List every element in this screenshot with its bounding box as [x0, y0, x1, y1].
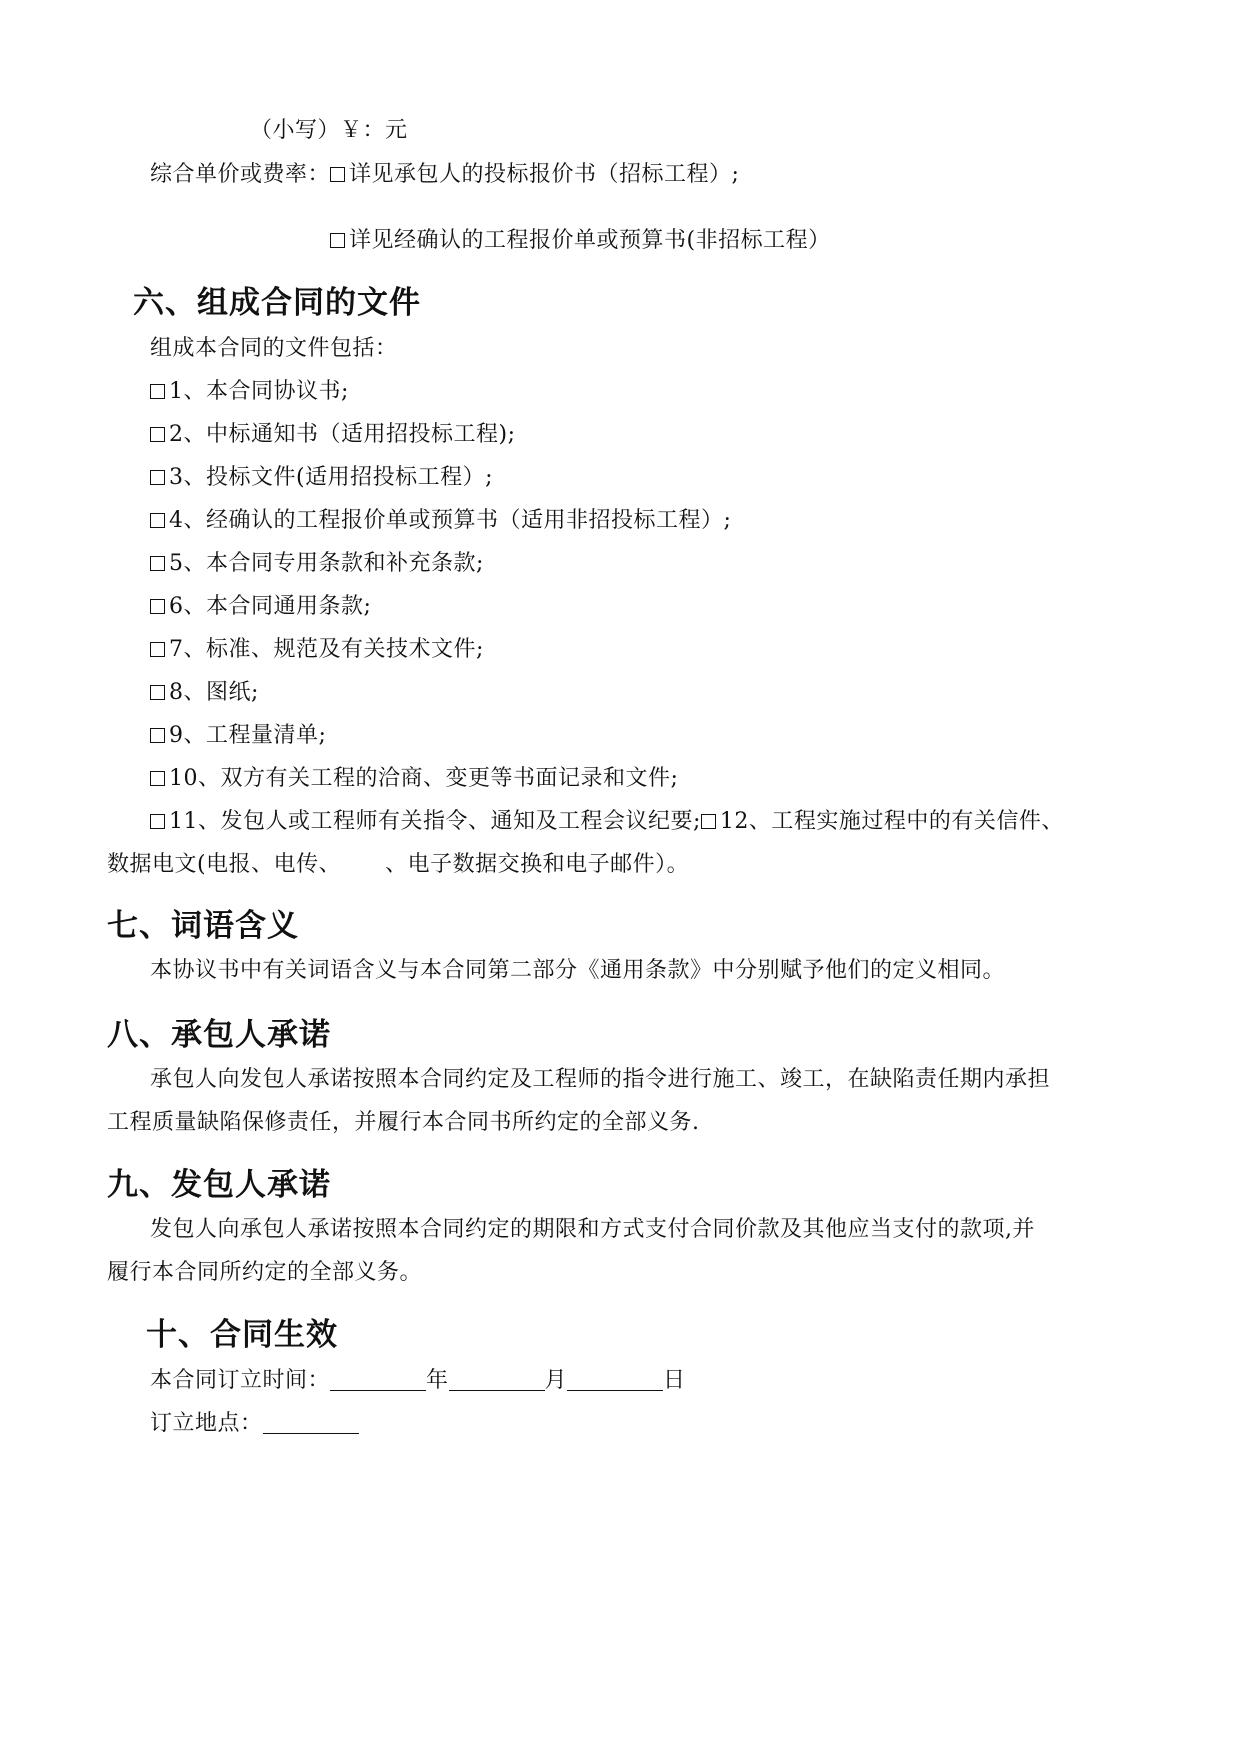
section6-title: 六、组成合同的文件: [133, 285, 421, 321]
section6-intro: 组成本合同的文件包括：: [150, 336, 398, 361]
document-item-12-continued: 数据电文(电报、电传、 、电子数据交换和电子邮件）。: [107, 852, 690, 877]
month-blank[interactable]: [449, 1368, 545, 1391]
section7-text: 本协议书中有关词语含义与本合同第二部分《通用条款》中分别赋予他们的定义相同。: [150, 958, 1006, 983]
checkbox-item-11[interactable]: [150, 814, 165, 829]
checkbox-item-10[interactable]: [150, 771, 165, 786]
document-item-11-12: 11、发包人或工程师有关指令、通知及工程会议纪要; 12、工程实施过程中的有关信件、: [150, 807, 1064, 837]
section8-title: 八、承包人承诺: [107, 1017, 331, 1053]
document-item: 6、本合同通用条款;: [150, 592, 371, 622]
checkbox-nontender[interactable]: [330, 233, 345, 248]
checkbox-item-5[interactable]: [150, 556, 165, 571]
place-blank[interactable]: [263, 1411, 359, 1434]
checkbox-item-12[interactable]: [701, 814, 716, 829]
unit-price-label: 综合单价或费率：: [150, 162, 331, 187]
signing-place-line: [150, 1409, 359, 1439]
section8-line2: 工程质量缺陷保修责任，并履行本合同书所约定的全部义务.: [107, 1110, 700, 1135]
checkbox-item-7[interactable]: [150, 642, 165, 657]
signing-place-label: 订立地点：: [150, 1411, 263, 1436]
checkbox-item-8[interactable]: [150, 685, 165, 700]
unit-price-option-tender: 详见承包人的投标报价书（招标工程）;: [349, 162, 740, 187]
document-item: 9、工程量清单;: [150, 721, 326, 751]
document-item: 7、标准、规范及有关技术文件;: [150, 635, 484, 665]
document-item: 2、中标通知书（适用招投标工程);: [150, 420, 516, 450]
document-item: 5、本合同专用条款和补充条款;: [150, 549, 484, 579]
document-item: 8、图纸;: [150, 678, 259, 708]
signing-date-line: 本合同订立时间： 年 月 日: [150, 1368, 686, 1393]
year-blank[interactable]: [330, 1368, 426, 1391]
section10-title: 十、合同生效: [146, 1317, 338, 1353]
section8-line1: 承包人向发包人承诺按照本合同约定及工程师的指令进行施工、竣工，在缺陷责任期内承担: [150, 1067, 1051, 1092]
unit-price-nontender-line: [330, 226, 831, 256]
checkbox-item-4[interactable]: [150, 513, 165, 528]
price-lowercase: （小写）￥：元: [250, 118, 408, 143]
section9-line2: 履行本合同所约定的全部义务。: [107, 1260, 423, 1285]
checkbox-item-3[interactable]: [150, 470, 165, 485]
document-item: 4、经确认的工程报价单或预算书（适用非招投标工程）;: [150, 506, 731, 536]
section9-title: 九、发包人承诺: [107, 1167, 331, 1203]
section9-line1: 发包人向承包人承诺按照本合同约定的期限和方式支付合同价款及其他应当支付的款项,并: [150, 1217, 1035, 1242]
checkbox-item-9[interactable]: [150, 728, 165, 743]
unit-price-line: [150, 160, 739, 190]
document-item: 10、双方有关工程的洽商、变更等书面记录和文件;: [150, 764, 678, 794]
checkbox-item-1[interactable]: [150, 384, 165, 399]
document-item: 3、投标文件(适用招投标工程）;: [150, 463, 493, 493]
signing-date-label: 本合同订立时间：: [150, 1368, 331, 1393]
unit-price-option-nontender: 详见经确认的工程报价单或预算书(非招标工程）: [349, 228, 831, 253]
checkbox-item-6[interactable]: [150, 599, 165, 614]
day-blank[interactable]: [567, 1368, 663, 1391]
section7-title: 七、词语含义: [107, 908, 299, 944]
checkbox-tender[interactable]: [330, 167, 345, 182]
checkbox-item-2[interactable]: [150, 427, 165, 442]
document-item: 1、本合同协议书;: [150, 377, 349, 407]
